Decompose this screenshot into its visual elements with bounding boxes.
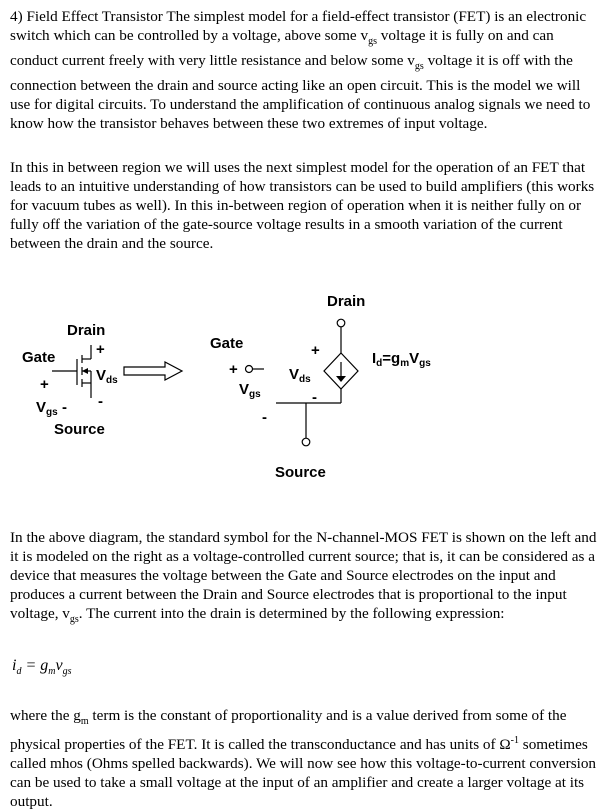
vds-right bbox=[289, 366, 311, 385]
vgs-sub: gs bbox=[249, 389, 261, 400]
minus-ds-right: - bbox=[312, 389, 317, 406]
paragraph-diagram-explanation bbox=[10, 528, 598, 629]
id-m: m bbox=[400, 358, 410, 369]
fet-diagram bbox=[0, 278, 607, 488]
eq-lhs: i bbox=[12, 657, 17, 674]
gate-terminal-icon bbox=[246, 366, 253, 373]
text-run: In the above diagram, the standard symbol for the N-channel-MOS FET is shown on the left and it is modeled on the right as a voltage-controlled current source; that is, it can be considered as a device that measures the voltage between the Gate and Source electrodes on the input and produces a current between the Drain and Source electrodes that is proportional to the input voltage, v bbox=[10, 529, 597, 622]
plus-gs-left: + bbox=[40, 376, 49, 393]
vgs-v: V bbox=[36, 399, 47, 416]
id-sub: d bbox=[376, 358, 383, 369]
subscript: gs bbox=[69, 614, 79, 626]
vgs-right bbox=[239, 381, 261, 400]
label-drain-right: Drain bbox=[327, 293, 366, 310]
plus-ds-left: + bbox=[96, 341, 105, 358]
vds-sub: ds bbox=[299, 374, 311, 385]
minus-gs-left: - bbox=[62, 399, 67, 416]
eq-g-sub: m bbox=[48, 666, 56, 678]
label-drain-left: Drain bbox=[67, 322, 106, 339]
text-run: voltage it is fully on and can conduct current freely with very little resistance and below some v bbox=[10, 27, 554, 70]
channel-arrow-icon bbox=[82, 368, 88, 374]
vgs-left bbox=[36, 399, 58, 418]
text-run: where the g bbox=[10, 707, 81, 724]
label-source-right: Source bbox=[275, 464, 326, 481]
eq-v-sub: gs bbox=[62, 666, 72, 678]
vds-sub: ds bbox=[106, 375, 118, 386]
eq-lhs-sub: d bbox=[16, 666, 22, 678]
minus-ds-left: - bbox=[98, 393, 103, 410]
subscript: gs bbox=[368, 36, 377, 48]
text-run: term is the constant of proportionality and is a value derived from some of the physical properties of the FET. It is called the transconductance and has units of Ω bbox=[10, 707, 567, 754]
vgs-v: V bbox=[239, 381, 250, 398]
paragraph-in-between-region: In this in between region we will uses the next simplest model for the operation of an FET that leads to an intuitive understanding of how transistors can be used to build amplifiers (this works for vacuum tubes as well). In this in-between region of operation when it is neither fully on or fully off the variation of the gate-source voltage results in a smooth variation of the current between the drain and the source. bbox=[10, 159, 595, 252]
paragraph-fet-intro bbox=[10, 7, 598, 133]
model-arrow-icon bbox=[124, 362, 182, 380]
subscript: gs bbox=[414, 61, 424, 73]
vds-v: V bbox=[96, 367, 107, 384]
vgs-sub: gs bbox=[46, 407, 58, 418]
id-gs: gs bbox=[419, 358, 431, 369]
id-eq: =g bbox=[382, 350, 401, 367]
vds-v: V bbox=[289, 366, 300, 383]
paragraph-transconductance bbox=[10, 706, 598, 811]
label-source-left: Source bbox=[54, 421, 105, 438]
vds-left bbox=[96, 367, 118, 386]
text-run: voltage it is off with the connection between the drain and source acting like an open circuit. This is the model we will use for digital circuits. To understand the amplification of continuous analog signals we need to know how the transistor behaves between these two extremes of input voltage. bbox=[10, 52, 591, 133]
eq-equals: = g bbox=[21, 657, 49, 674]
eq-v: v bbox=[55, 657, 63, 674]
id-equation-label bbox=[372, 350, 431, 369]
id-i: I bbox=[372, 350, 377, 367]
label-gate-left: Gate bbox=[22, 349, 56, 366]
source-terminal-icon bbox=[302, 438, 310, 446]
id-v: V bbox=[409, 350, 420, 367]
subscript: m bbox=[80, 716, 89, 728]
text-run: 4) Field Effect Transistor The simplest model for a field-effect transistor (FET) is an electronic switch which can be controlled by a voltage, above some v bbox=[10, 8, 587, 44]
drain-terminal-icon bbox=[337, 319, 345, 327]
minus-gate-right: - bbox=[262, 409, 267, 426]
text-run: . The current into the drain is determined by the following expression: bbox=[78, 605, 505, 622]
plus-ds-right: + bbox=[311, 342, 320, 359]
superscript: -1 bbox=[510, 735, 519, 747]
text-run: sometimes called mhos (Ohms spelled backwards). We will now see how this voltage-to-current conversion can be used to take a small voltage at the input of an amplifier and create a larger voltage at its output. bbox=[10, 736, 597, 811]
transconductance-equation bbox=[12, 657, 72, 677]
label-gate-right: Gate bbox=[210, 335, 244, 352]
plus-gate-right: + bbox=[229, 361, 238, 378]
